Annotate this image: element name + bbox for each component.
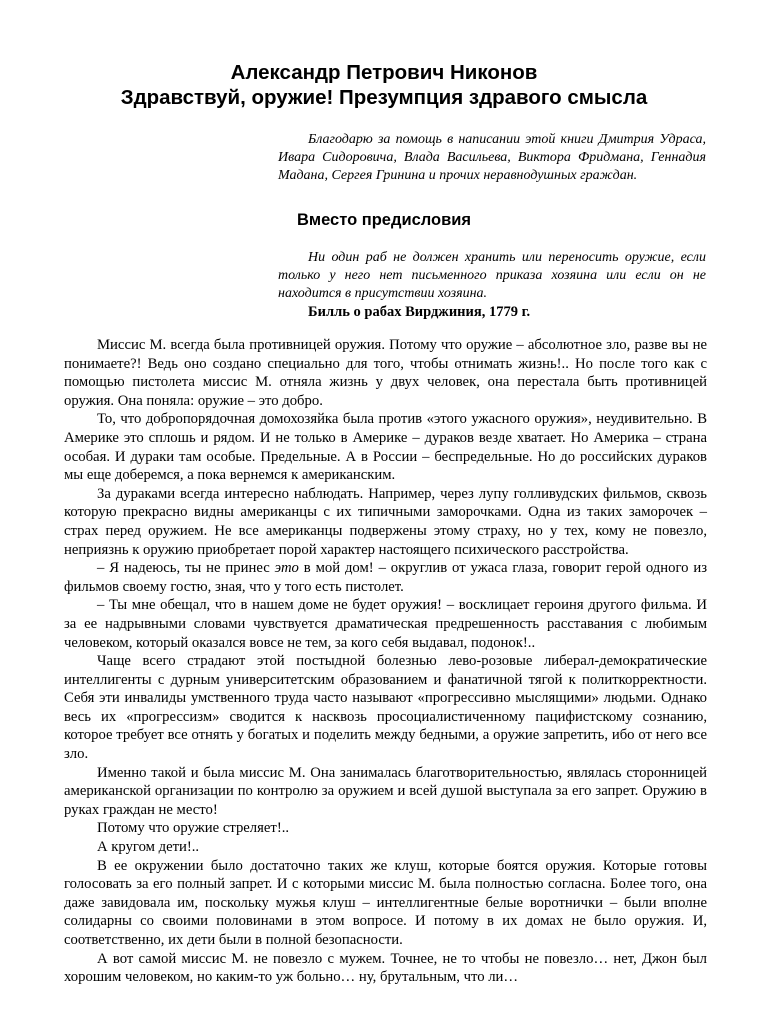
body-paragraph: А кругом дети!..: [97, 839, 200, 856]
body-paragraph: В ее окружении было достаточно таких же клуш, которые боятся оружия. Которые готовы голосовать за его полный запрет. И с которыми миссис М. была полностью согласна. Более того, она даже завидовала им, поскольку мужья клуш – интеллигентные белые воротнички – были вполне солидарны со своими половинами в этом вопросе. И потому в их домах не было оружия. И, соответственно, их дети были в полной безопасности.: [64, 857, 707, 948]
epigraph-attribution: Билль о рабах Вирджиния, 1779 г.: [308, 304, 531, 320]
body-paragraph: Потому что оружие стреляет!..: [97, 820, 290, 837]
body-paragraph: Именно такой и была миссис М. Она занималась благотворительностью, являлась сторонницей американской организации по контролю за оружием и всей душой выступала за его запрет. Оружию в руках граждан не место!: [64, 764, 707, 818]
book-author: Александр Петрович Никонов: [230, 61, 538, 84]
body-paragraph: – Я надеюсь, ты не принес это в мой дом! – округлив от ужаса глаза, говорит герой одного из фильмов своему гостю, зная, что у того есть пистолет.: [64, 560, 707, 595]
book-title: Здравствуй, оружие! Презумпция здравого смысла: [120, 86, 648, 109]
body-paragraphs: [64, 336, 707, 987]
epigraph-text: Ни один раб не должен хранить или переносить оружие, если только у него нет письменного приказа хозяина или если он не находится в присутствии хозяина.: [278, 250, 706, 301]
title-block: [40, 60, 728, 110]
dedication-text: Благодарю за помощь в написании этой книги Дмитрия Удраса, Ивара Сидоровича, Влада Васильева, Виктора Фридмана, Геннадия Мадана, Сергея Гринина и прочих неравнодушных граждан.: [278, 132, 706, 183]
body-paragraph: Миссис М. всегда была противницей оружия. Потому что оружие – абсолютное зло, разве вы не понимаете?! Ведь оно создано специально для того, чтобы отнимать жизнь!.. Но после того как с помощью пистолета миссис М. отняла жизнь у двух человек, она перестала быть противницей оружия. Она поняла: оружие – это добро.: [64, 337, 707, 409]
body-paragraph: Чаще всего страдают этой постыдной болезнью лево-розовые либерал-демократические интеллигенты с дурным университетским образованием и фанатичной тягой к политкорректности. Себя эти инвалиды умственного труда часто называют «прогрессивно мыслящими» людьми. Однако весь их «прогрессизм» сводится к насквозь просоциалистиченному пацифистскому сознанию, которое требует все отнять у богатых и поделить между бедными, а оружие запретить, ибо от него все зло.: [64, 653, 707, 763]
body-paragraph: То, что добропорядочная домохозяйка была против «этого ужасного оружия», неудивительно. В Америке это сплошь и рядом. И не только в Америке – дураков везде хватает. Но Америка – страна особая. И дураки там особые. Предельные. А в России – беспредельные. Но до российских дураков мы еще доберемся, а пока вернемся к американским.: [64, 411, 707, 484]
section-heading: Вместо предисловия: [296, 211, 472, 229]
body-paragraph: А вот самой миссис М. не повезло с мужем. Точнее, не то чтобы не повезло… нет, Джон был хорошим человеком, но каким-то уж больно… ну, брутальным, что ли…: [64, 950, 707, 986]
body-paragraph: За дураками всегда интересно наблюдать. Например, через лупу голливудских фильмов, сквозь которую прекрасно видны американцы с их типичными заморочками. Одна из таких заморочек – страх перед оружием. Не все американцы подвержены этому страху, но у тех, кому не повезло, неприязнь к оружию приобретает порой характер настоящего психического расстройства.: [64, 485, 707, 558]
body-paragraph: – Ты мне обещал, что в нашем доме не будет оружия! – восклицает героиня другого фильма. И за ее надрывными словами чувствуется драматическая предрешенность расставания с любимым человеком, который оказался вовсе не тем, за кого себя выдавал, подонок!..: [64, 597, 707, 651]
